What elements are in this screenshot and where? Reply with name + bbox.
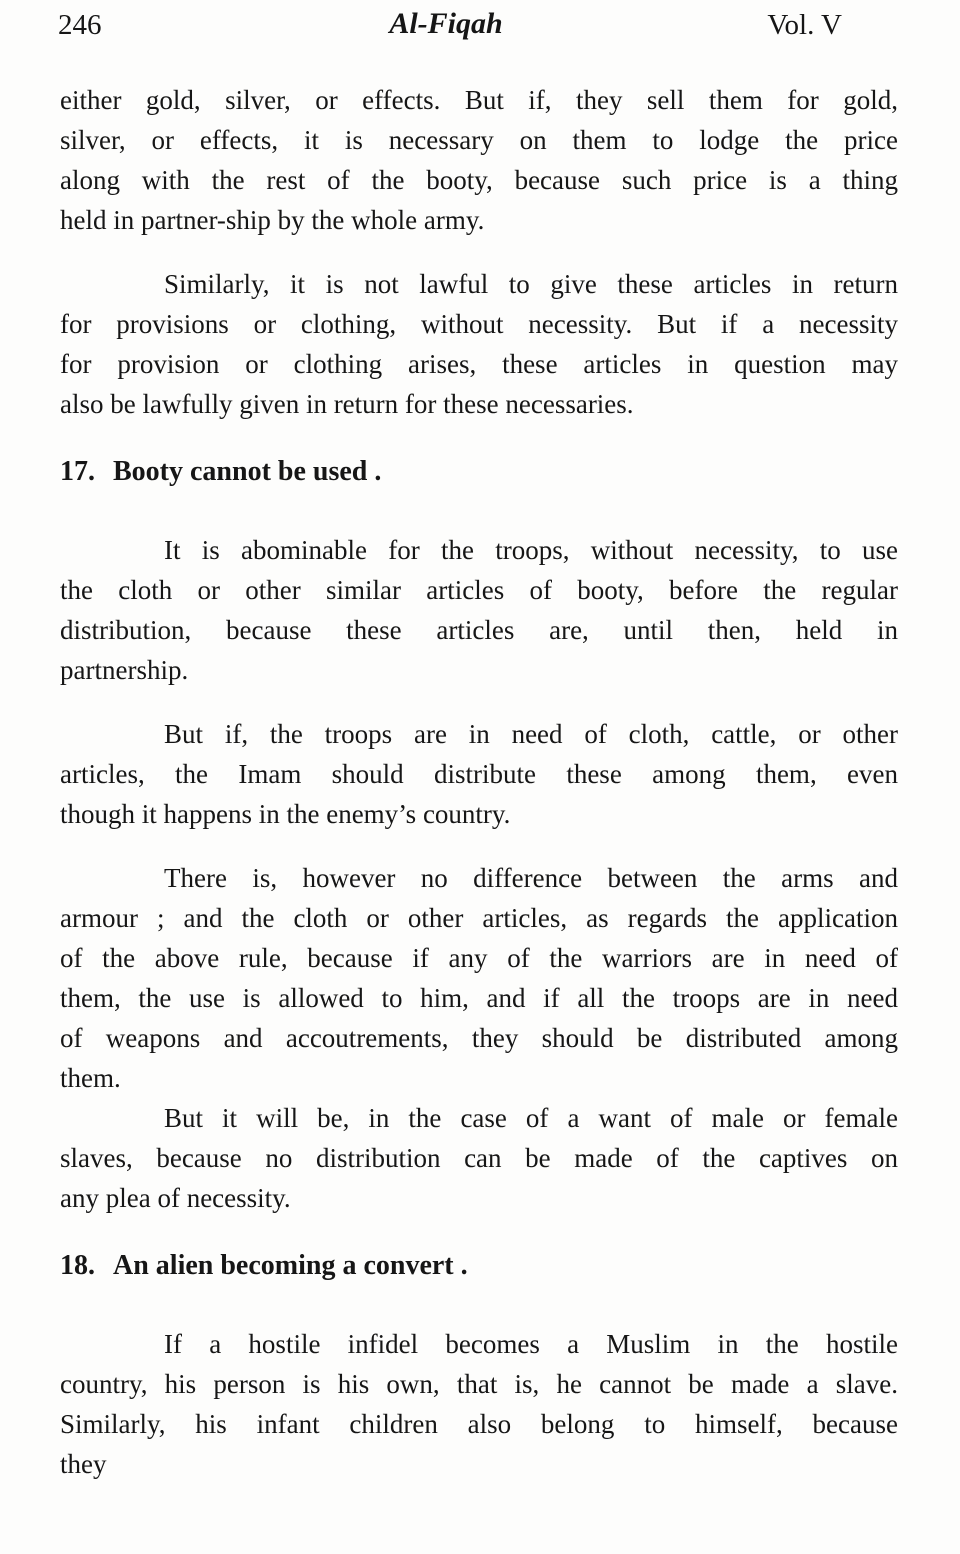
text-line: partnership. — [60, 655, 189, 685]
paragraph — [60, 1098, 898, 1218]
paragraph — [60, 80, 898, 240]
text-line: them, the use is allowed to him, and if all the troops are in need — [60, 983, 898, 1013]
section-heading — [60, 452, 898, 492]
text-line: slaves, because no distribution can be made of the captives on — [60, 1143, 898, 1173]
page-number: 246 — [58, 9, 102, 41]
text-line: held in partner-ship by the whole army. — [60, 205, 485, 235]
text-line: silver, or effects, it is necessary on them to lodge the price — [60, 125, 898, 155]
text-line: any plea of necessity. — [60, 1183, 291, 1213]
section-title: Booty cannot be used . — [113, 456, 382, 487]
text-line: them. — [60, 1063, 121, 1093]
text-line: for provisions or clothing, without necessity. But if a necessity — [60, 309, 898, 339]
section-title: An alien becoming a convert . — [113, 1250, 468, 1281]
paragraph — [60, 264, 898, 424]
text-line: of the above rule, because if any of the warriors are in need of — [60, 943, 898, 973]
text-line: the cloth or other similar articles of booty, before the regular — [60, 575, 898, 605]
text-line: distribution, because these articles are, until then, held in — [60, 615, 898, 645]
text-line: though it happens in the enemy’s country. — [60, 799, 511, 829]
text-line: But if, the troops are in need of cloth, cattle, or other — [164, 719, 898, 749]
text-line: for provision or clothing arises, these articles in question may — [60, 349, 898, 379]
text-line: of weapons and accoutrements, they should be distributed among — [60, 1023, 898, 1053]
text-line: Similarly, it is not lawful to give these articles in return — [164, 269, 898, 299]
paragraph — [60, 530, 898, 690]
page-body — [60, 80, 898, 1484]
text-line: articles, the Imam should distribute these among them, even — [60, 759, 898, 789]
text-line: If a hostile infidel becomes a Muslim in the hostile — [164, 1329, 898, 1359]
text-line: along with the rest of the booty, because such price is a thing — [60, 165, 898, 195]
text-line: also be lawfully given in return for these necessaries. — [60, 389, 634, 419]
text-line: either gold, silver, or effects. But if, they sell them for gold, — [60, 85, 898, 115]
text-line: Similarly, his infant children also belong to himself, because — [60, 1409, 898, 1439]
paragraph — [60, 714, 898, 834]
text-line: It is abominable for the troops, without necessity, to use — [164, 535, 898, 565]
text-line: There is, however no difference between the arms and — [164, 863, 898, 893]
text-line: they — [60, 1449, 107, 1479]
running-title: Al-Fiqah — [389, 7, 503, 40]
paragraph — [60, 858, 898, 1098]
text-line: country, his person is his own, that is, he cannot be made a slave. — [60, 1369, 898, 1399]
text-line: armour ; and the cloth or other articles, as regards the application — [60, 903, 898, 933]
volume-label: Vol. V — [767, 9, 842, 41]
paragraph — [60, 1324, 898, 1484]
text-line: But it will be, in the case of a want of male or female — [164, 1103, 898, 1133]
section-heading — [60, 1246, 898, 1286]
section-number: 18. — [60, 1250, 95, 1281]
section-number: 17. — [60, 456, 95, 487]
